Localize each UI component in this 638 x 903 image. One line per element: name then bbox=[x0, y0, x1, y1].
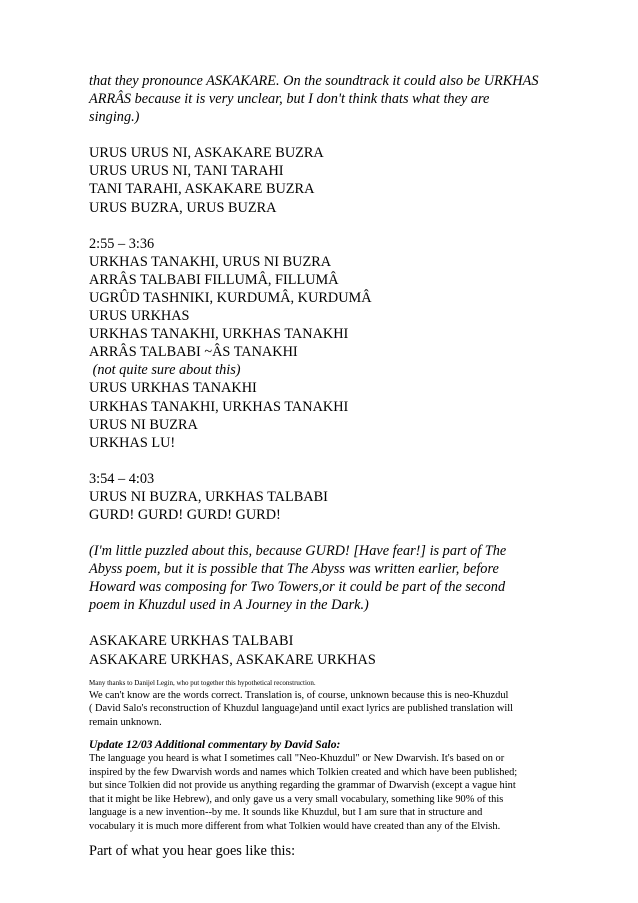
lyric-line: URKHAS TANAKHI, URUS NI BUZRA bbox=[89, 253, 332, 270]
lyric-note: (not quite sure about this) bbox=[89, 362, 241, 379]
salo-commentary: The language you heard is what I sometimes call "Neo-Khuzdul" or New Dwarvish. It's based on or inspired by the few Dwarvish words and names which Tolkien created and which have been published; but since Tolkien did not provide us anything regarding the grammar of Dwarvish (except a vague hint that it might be like Hebrew), and only gave us a very small vocabulary, something like 90% of this language is a new invention--by me. It sounds like Khuzdul, but I am sure that in structure and vocabulary it is much more different from what Tolkien would have created than any of the Elvish. bbox=[89, 753, 518, 832]
verse-2 bbox=[89, 235, 559, 452]
lyric-line: TANI TARAHI, ASKAKARE BUZRA bbox=[89, 181, 315, 198]
lyric-line: ARRÂS TALBABI ~ÂS TANAKHI bbox=[89, 344, 298, 361]
closing-line: Part of what you hear goes like this: bbox=[89, 843, 296, 860]
verse-1 bbox=[89, 144, 559, 216]
disclaimer-paragraph: We can't know are the words correct. Translation is, of course, unknown because this is neo-Khuzdul ( David Salo's reconstruction of Khuzdul language)and until exact lyrics are published translation will remain unknown. bbox=[89, 689, 514, 728]
lyric-line: URUS BUZRA, URUS BUZRA bbox=[89, 199, 277, 216]
gurd-note: (I'm little puzzled about this, because GURD! [Have fear!] is part of The Abyss poem, but it is possible that The Abyss was written earlier, before Howard was composing for Two Towers,or it could be part of the second poem in Khuzdul used in A Journey in the Dark.) bbox=[89, 543, 507, 614]
update-heading: Update 12/03 Additional commentary by David Salo: bbox=[89, 738, 341, 752]
lyric-line: URKHAS TANAKHI, URKHAS TANAKHI bbox=[89, 326, 349, 343]
lyric-line: UGRÛD TASHNIKI, KURDUMÂ, KURDUMÂ bbox=[89, 289, 372, 306]
lyric-line: ARRÂS TALBABI FILLUMÂ, FILLUMÂ bbox=[89, 271, 339, 288]
thanks-note: Many thanks to Danijel Legin, who put together this hypothetical reconstruction. bbox=[89, 678, 316, 687]
lyric-line: URUS URKHAS TANAKHI bbox=[89, 380, 257, 397]
timestamp: 2:55 – 3:36 bbox=[89, 235, 155, 252]
intro-note: that they pronounce ASKAKARE. On the soundtrack it could also be URKHAS ARRÂS because it is very unclear, but I don't think thats what they are singing.) bbox=[89, 73, 539, 126]
lyric-line: ASKAKARE URKHAS, ASKAKARE URKHAS bbox=[89, 651, 376, 668]
verse-3 bbox=[89, 470, 559, 524]
lyric-line: ASKAKARE URKHAS TALBABI bbox=[89, 633, 294, 650]
lyric-line: URUS URKHAS bbox=[89, 308, 190, 325]
lyric-line: URKHAS TANAKHI, URKHAS TANAKHI bbox=[89, 398, 349, 415]
lyric-line: URKHAS LU! bbox=[89, 434, 176, 451]
timestamp: 3:54 – 4:03 bbox=[89, 470, 155, 487]
document-page bbox=[89, 72, 559, 860]
verse-4 bbox=[89, 632, 559, 668]
lyric-line: URUS NI BUZRA bbox=[89, 416, 198, 433]
lyric-line: URUS URUS NI, TANI TARAHI bbox=[89, 163, 284, 180]
lyric-line: GURD! GURD! GURD! GURD! bbox=[89, 506, 281, 523]
lyric-line: URUS URUS NI, ASKAKARE BUZRA bbox=[89, 145, 324, 162]
lyric-line: URUS NI BUZRA, URKHAS TALBABI bbox=[89, 488, 328, 505]
